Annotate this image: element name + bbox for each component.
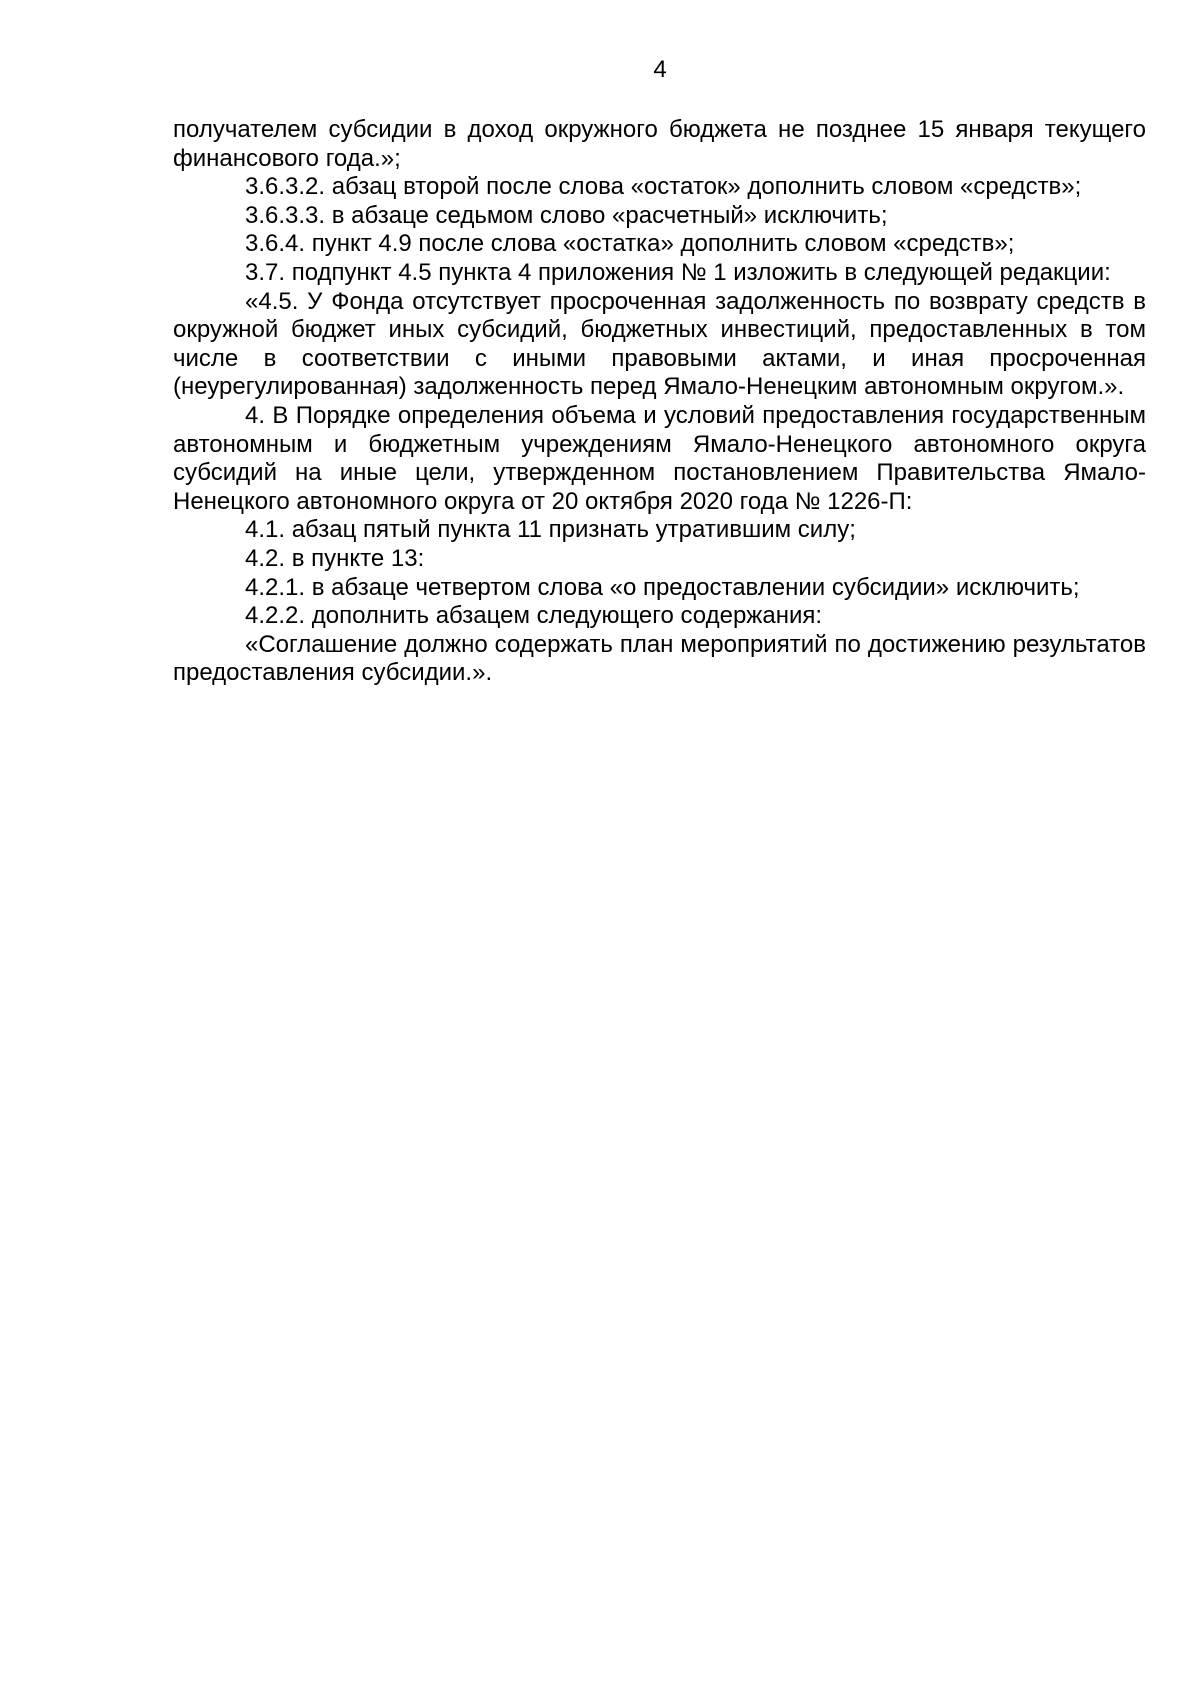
paragraph-4: 4. В Порядке определения объема и условий предоставления государственным автономным и бюджетным учреждениям Ямало-Ненецкого автономного округа субсидий на иные цели, утвержденном постановлением Правительства Ямало-Ненецкого автономного округа от 20 октября 2020 года № 1226-П: xyxy=(173,401,1146,515)
paragraph-3-6-4: 3.6.4. пункт 4.9 после слова «остатка» дополнить словом «средств»; xyxy=(245,230,1015,258)
document-body xyxy=(173,116,1146,688)
paragraph-4-2: 4.2. в пункте 13: xyxy=(245,544,425,572)
paragraph-4-1: 4.1. абзац пятый пункта 11 признать утратившим силу; xyxy=(245,516,856,544)
paragraph-continuation: получателем субсидии в доход окружного бюджета не позднее 15 января текущего финансового года.»; xyxy=(173,116,1146,172)
paragraph-4-5-quote: «4.5. У Фонда отсутствует просроченная задолженность по возврату средств в окружной бюджет иных субсидий, бюджетных инвестиций, предоставленных в том числе в соответствии с иными правовыми актами, и иная просроченная (неурегулированная) задолженность перед Ямало-Ненецким автономным округом.». xyxy=(173,287,1146,401)
paragraph-agreement-quote: «Соглашение должно содержать план мероприятий по достижению результатов предоставления субсидии.». xyxy=(173,630,1146,687)
paragraph-4-2-1: 4.2.1. в абзаце четвертом слова «о предоставлении субсидии» исключить; xyxy=(245,573,1080,601)
paragraph-3-7: 3.7. подпункт 4.5 пункта 4 приложения № 1 изложить в следующей редакции: xyxy=(245,258,1111,286)
paragraph-4-2-2: 4.2.2. дополнить абзацем следующего содержания: xyxy=(245,602,823,630)
paragraph-3-6-3-2: 3.6.3.2. абзац второй после слова «остаток» дополнить словом «средств»; xyxy=(245,173,1082,201)
paragraph-3-6-3-3: 3.6.3.3. в абзаце седьмом слово «расчетный» исключить; xyxy=(245,201,888,229)
page-number: 4 xyxy=(653,56,667,83)
